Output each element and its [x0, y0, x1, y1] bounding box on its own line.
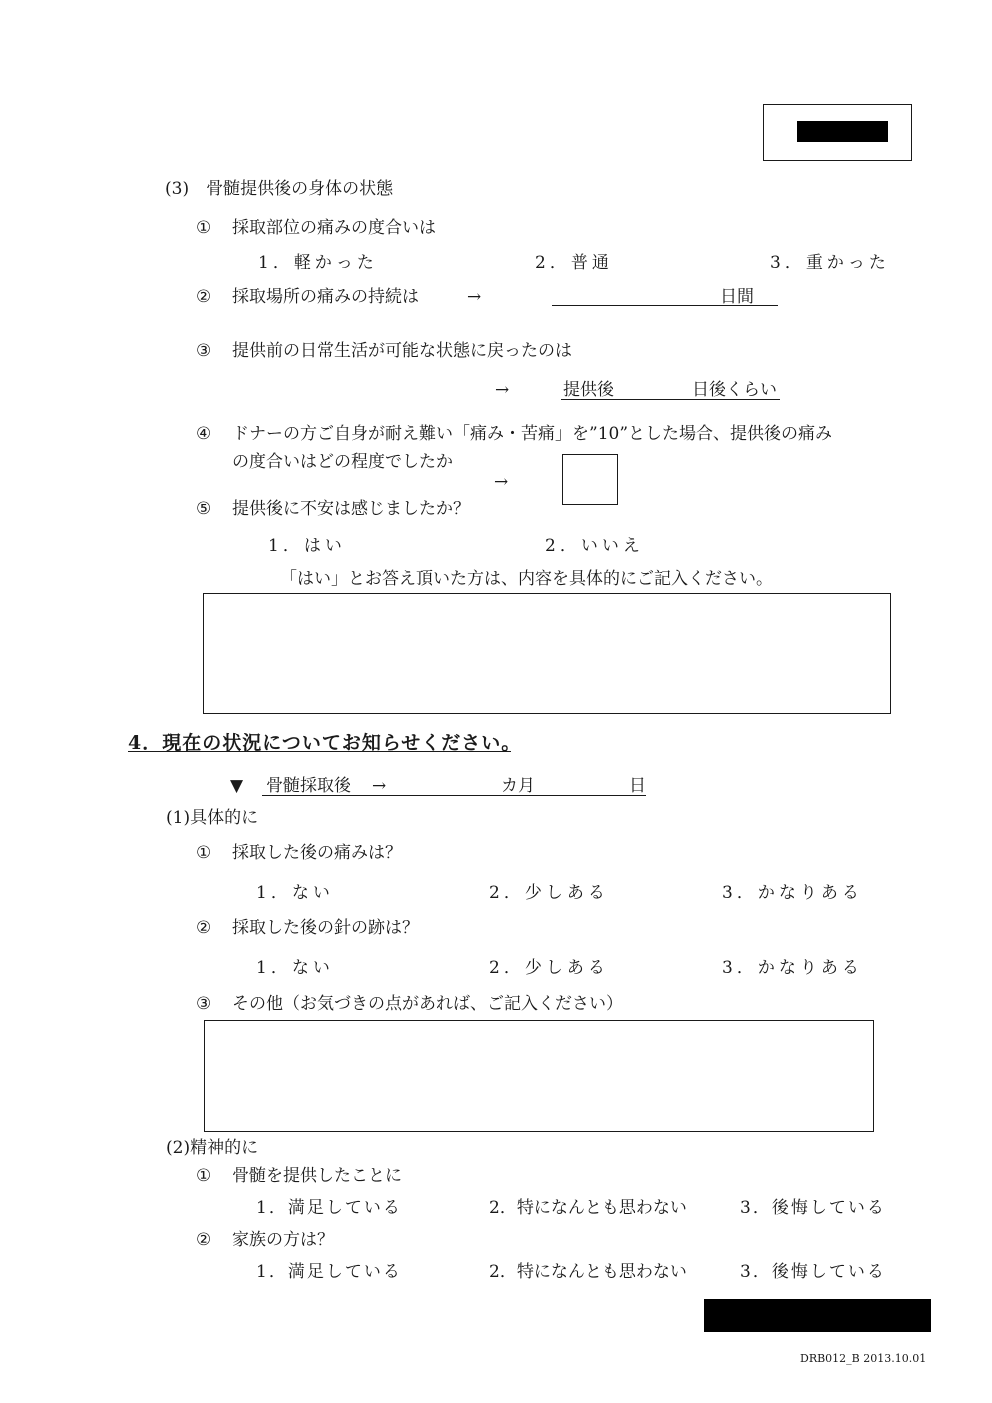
since-arrow: →	[372, 776, 387, 796]
section-3-title: (3) 骨髄提供後の身体の状態	[165, 179, 394, 199]
subsection-1-title: (1)具体的に	[166, 808, 259, 828]
q3-2-number: ②	[196, 287, 212, 307]
q3-5-option-1[interactable]: 1．はい	[268, 536, 346, 556]
q4-2-1-option-2[interactable]: 2．特になんとも思わない	[489, 1198, 687, 1218]
since-marker: ▼	[230, 776, 244, 796]
q4-2-1-number: ①	[196, 1166, 212, 1186]
q4-2-2-option-1[interactable]: 1．満足している	[256, 1262, 402, 1282]
q4-1-2-text: 採取した後の針の跡は？	[232, 918, 419, 938]
anxiety-details-box[interactable]	[203, 593, 891, 714]
q4-1-2-number: ②	[196, 918, 212, 938]
form-code: DRB012_B 2013.10.01	[800, 1352, 927, 1365]
q3-5-number: ⑤	[196, 499, 212, 519]
q3-5-note: 「はい」とお答え頂いた方は、内容を具体的にご記入ください。	[280, 569, 773, 589]
redacted-id	[797, 121, 888, 142]
q3-1-option-2[interactable]: 2．普通	[535, 253, 613, 273]
q4-1-2-option-2[interactable]: 2．少しある	[489, 958, 609, 978]
q3-2-unit: 日間	[720, 287, 754, 307]
q3-1-option-1[interactable]: 1．軽かった	[258, 253, 378, 273]
q4-1-3-text: その他（お気づきの点があれば、ご記入ください）	[232, 994, 623, 1014]
q4-1-1-text: 採取した後の痛みは？	[232, 843, 402, 863]
subsection-2-title: (2)精神的に	[166, 1138, 259, 1158]
q4-1-2-option-3[interactable]: 3．かなりある	[722, 958, 863, 978]
q3-3-post: 日後くらい	[692, 380, 777, 400]
q3-3-text: 提供前の日常生活が可能な状態に戻ったのは	[232, 341, 572, 361]
since-label: 骨髄採取後	[266, 776, 351, 796]
q4-2-1-option-1[interactable]: 1．満足している	[256, 1198, 402, 1218]
q4-1-3-number: ③	[196, 994, 212, 1014]
q4-2-1-text: 骨髄を提供したことに	[232, 1166, 402, 1186]
q4-2-2-option-2[interactable]: 2．特になんとも思わない	[489, 1262, 687, 1282]
q4-1-1-option-1[interactable]: 1．ない	[256, 883, 334, 903]
q4-2-2-option-3[interactable]: 3．後悔している	[740, 1262, 886, 1282]
pain-level-box[interactable]	[562, 454, 618, 505]
q3-3-number: ③	[196, 341, 212, 361]
q4-1-1-option-2[interactable]: 2．少しある	[489, 883, 609, 903]
q3-5-option-2[interactable]: 2．いいえ	[545, 536, 644, 556]
since-month: カ月	[501, 776, 535, 796]
q4-1-2-option-1[interactable]: 1．ない	[256, 958, 334, 978]
q4-2-1-option-3[interactable]: 3．後悔している	[740, 1198, 886, 1218]
q3-4-arrow: →	[494, 472, 509, 492]
q3-3-pre: 提供後	[563, 380, 614, 400]
q4-2-2-text: 家族の方は？	[232, 1230, 334, 1250]
q3-1-text: 採取部位の痛みの度合いは	[232, 218, 436, 238]
since-field[interactable]	[262, 795, 646, 796]
other-comments-box[interactable]	[204, 1020, 874, 1132]
q3-3-arrow: →	[495, 380, 510, 400]
q4-2-2-number: ②	[196, 1230, 212, 1250]
q4-1-1-number: ①	[196, 843, 212, 863]
section-4-heading: 4．現在の状況についてお知らせください。	[128, 732, 522, 754]
q3-1-number: ①	[196, 218, 212, 238]
q3-4-line1: ドナーの方ご自身が耐え難い「痛み・苦痛」を”10”とした場合、提供後の痛み	[232, 424, 833, 444]
q3-4-number: ④	[196, 424, 212, 444]
q3-1-option-3[interactable]: 3．重かった	[770, 253, 890, 273]
q4-1-1-option-3[interactable]: 3．かなりある	[722, 883, 863, 903]
since-day: 日	[629, 776, 646, 796]
q3-2-arrow: →	[467, 287, 482, 307]
section-4-heading-underline	[128, 751, 511, 752]
q3-5-text: 提供後に不安は感じましたか？	[232, 499, 470, 519]
q3-2-text: 採取場所の痛みの持続は	[232, 287, 419, 307]
redacted-footer-block	[704, 1299, 931, 1332]
q3-4-line2: の度合いはどの程度でしたか	[232, 452, 453, 472]
